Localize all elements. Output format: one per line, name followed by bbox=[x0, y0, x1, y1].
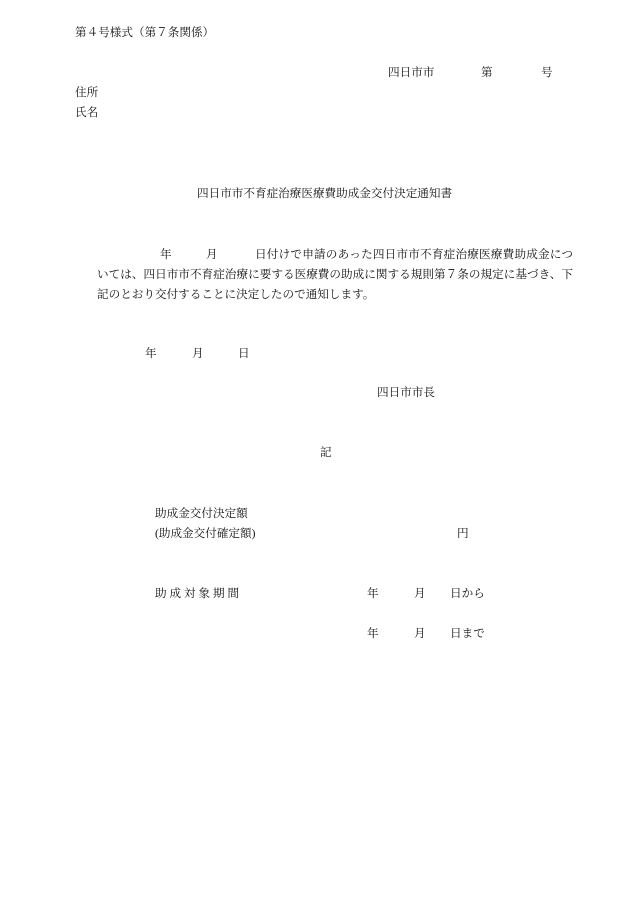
address-label: 住所 bbox=[75, 86, 99, 99]
document-number-prefix: 第 bbox=[481, 66, 493, 79]
period-label: 助 成 対 象 期 間 bbox=[155, 587, 240, 600]
period-from-day: 日から bbox=[450, 587, 485, 600]
ki-heading: 記 bbox=[320, 446, 332, 459]
body-line-1: 日付けで申請のあった四日市市不育症治療医療費助成金につ bbox=[255, 248, 573, 261]
document-number-city: 四日市市 bbox=[388, 66, 435, 79]
document-title: 四日市市不育症治療医療費助成金交付決定通知書 bbox=[197, 187, 453, 200]
application-year-field: 年 bbox=[160, 248, 172, 261]
period-to-month: 月 bbox=[414, 627, 426, 640]
form-number: 第４号様式（第７条関係） bbox=[75, 26, 215, 39]
issuer-name: 四日市市長 bbox=[377, 386, 435, 399]
body-line-3: 記のとおり交付することに決定したので通知します。 bbox=[97, 288, 375, 301]
period-to-year: 年 bbox=[367, 627, 379, 640]
application-month-field: 月 bbox=[206, 248, 218, 261]
notice-month-field: 月 bbox=[192, 347, 204, 360]
name-label: 氏名 bbox=[75, 106, 99, 119]
amount-label: 助成金交付決定額 bbox=[155, 507, 248, 520]
body-line-2: いては、四日市市不育症治療に要する医療費の助成に関する規則第７条の規定に基づき、下 bbox=[97, 268, 573, 281]
notice-day-field: 日 bbox=[238, 347, 250, 360]
notice-year-field: 年 bbox=[145, 347, 157, 360]
period-from-year: 年 bbox=[367, 587, 379, 600]
yen-unit: 円 bbox=[457, 527, 469, 540]
period-from-month: 月 bbox=[414, 587, 426, 600]
amount-confirmed-label: (助成金交付確定額) bbox=[155, 527, 256, 540]
document-number-suffix: 号 bbox=[541, 66, 553, 79]
period-to-day: 日まで bbox=[450, 627, 485, 640]
